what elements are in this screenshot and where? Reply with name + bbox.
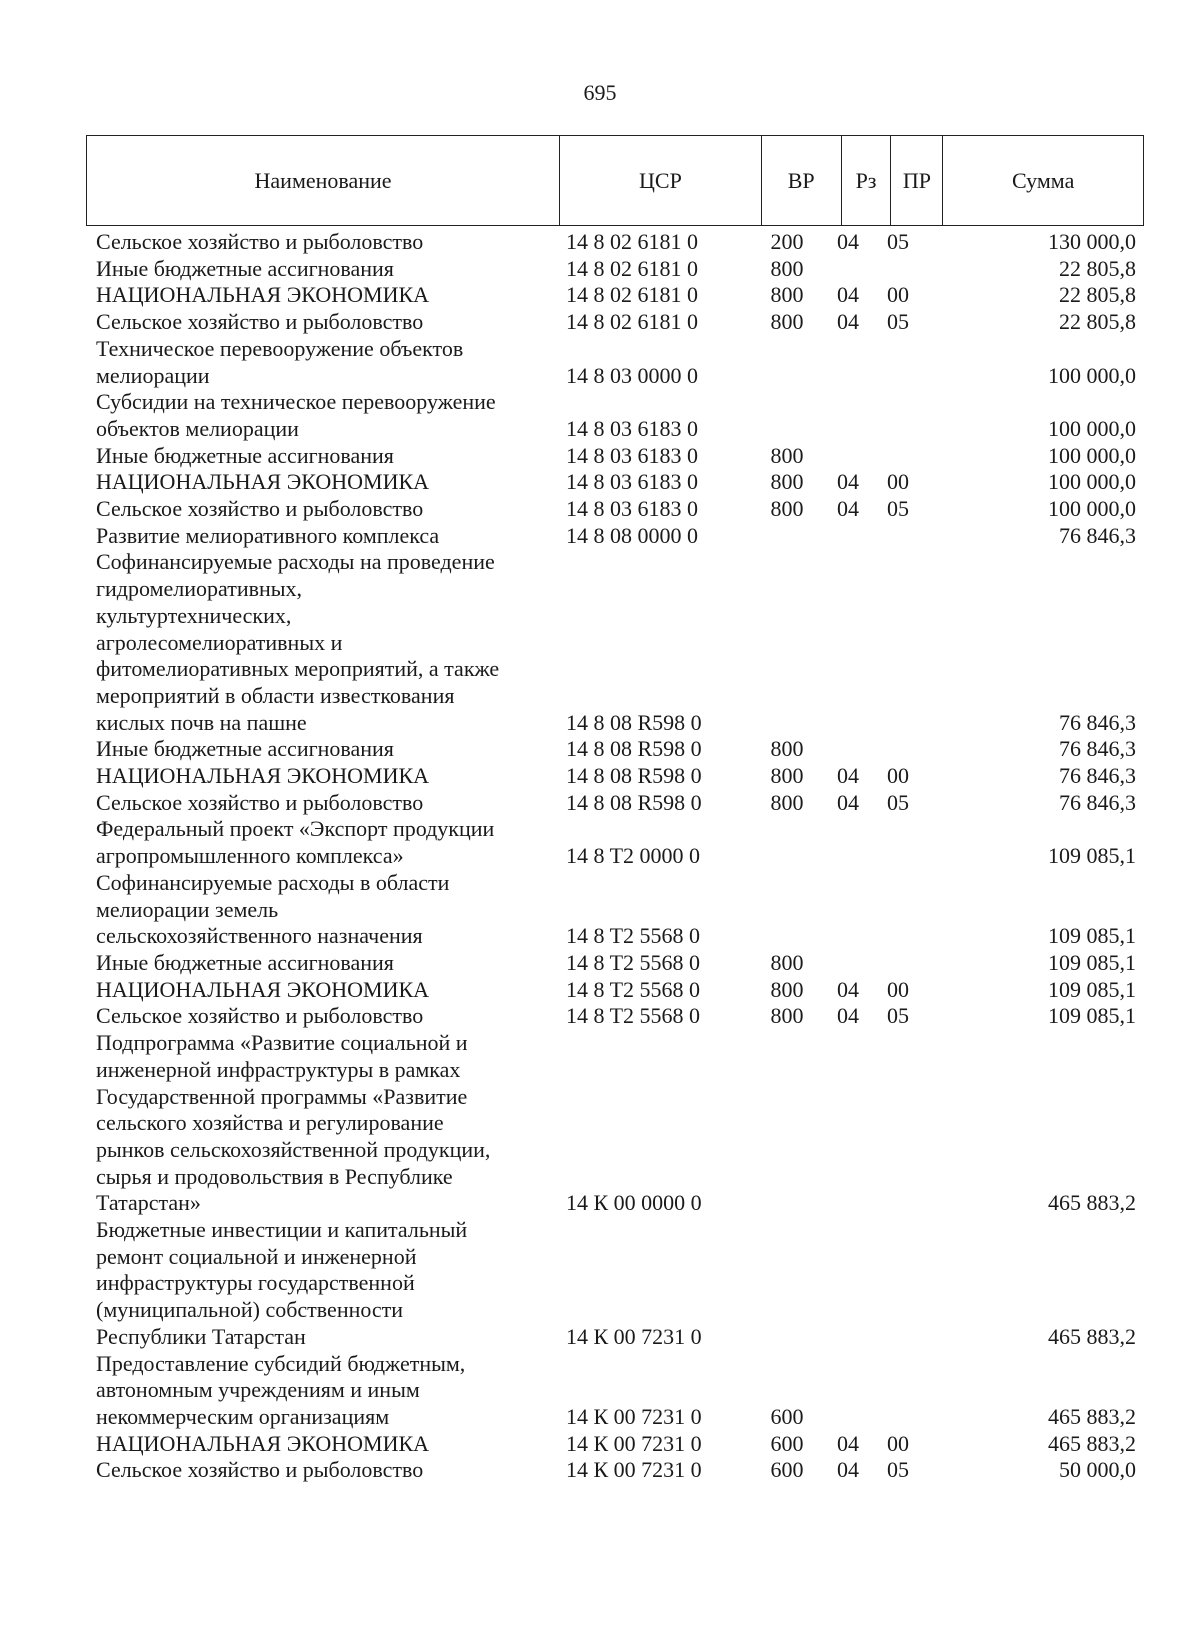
row-csr: 14 8 08 R598 0	[566, 763, 702, 789]
table-row	[96, 469, 1136, 496]
header-rz: Рз	[842, 136, 892, 225]
table-row	[96, 443, 1136, 470]
row-rz: 04	[837, 1003, 859, 1029]
header-vr: ВР	[762, 136, 842, 225]
row-csr: 14 К 00 7231 0	[566, 1323, 702, 1349]
table-row	[96, 256, 1136, 283]
table-row	[96, 389, 1136, 442]
row-name-line: Сельское хозяйство и рыболовство	[96, 1457, 424, 1483]
row-pr: 05	[887, 1003, 909, 1029]
row-csr: 14 8 03 6183 0	[566, 442, 698, 468]
row-name-line: Софинансируемые расходы на проведение	[96, 549, 495, 575]
row-name-line: Иные бюджетные ассигнования	[96, 255, 394, 281]
row-name	[96, 1030, 548, 1217]
row-sum: 109 085,1	[1048, 1003, 1136, 1029]
table-row	[96, 282, 1136, 309]
row-name-line: Софинансируемые расходы в области	[96, 869, 450, 895]
row-name-line: Иные бюджетные ассигнования	[96, 736, 394, 762]
row-pr: 05	[887, 1457, 909, 1483]
row-name-line: автономным учреждениям и иным	[96, 1377, 420, 1403]
row-name	[96, 1457, 548, 1484]
row-name-line: Федеральный проект «Экспорт продукции	[96, 816, 495, 842]
row-name-line: Сельское хозяйство и рыболовство	[96, 309, 424, 335]
row-name	[96, 1431, 548, 1458]
row-name-line: Сельское хозяйство и рыболовство	[96, 229, 424, 254]
header-csr: ЦСР	[560, 136, 762, 225]
row-sum: 100 000,0	[1048, 469, 1136, 495]
row-name-line: Субсидии на техническое перевооружение	[96, 389, 496, 415]
row-name-line: мероприятий в области известкования	[96, 682, 455, 708]
row-rz: 04	[837, 763, 859, 789]
header-sum: Сумма	[1012, 167, 1075, 193]
row-vr: 800	[770, 255, 804, 281]
row-name-line: некоммерческим организациям	[96, 1403, 390, 1429]
table-row	[96, 229, 1136, 256]
row-sum: 465 883,2	[1048, 1403, 1136, 1429]
row-sum: 100 000,0	[1048, 442, 1136, 468]
table-row	[96, 309, 1136, 336]
row-name	[96, 870, 548, 950]
row-name-line: Сельское хозяйство и рыболовство	[96, 789, 424, 815]
row-pr: 05	[887, 309, 909, 335]
row-vr: 800	[770, 469, 804, 495]
row-sum: 76 846,3	[1059, 709, 1136, 735]
row-rz: 04	[837, 1457, 859, 1483]
row-vr: 200	[770, 229, 804, 254]
row-sum: 22 805,8	[1059, 282, 1136, 308]
row-name	[96, 816, 548, 869]
row-pr: 05	[887, 789, 909, 815]
row-name-line: Сельское хозяйство и рыболовство	[96, 496, 424, 522]
row-csr: 14 8 T2 5568 0	[566, 923, 701, 949]
row-csr: 14 8 02 6181 0	[566, 309, 698, 335]
row-pr: 05	[887, 496, 909, 522]
row-name	[96, 229, 548, 256]
row-csr: 14 8 03 6183 0	[566, 496, 698, 522]
row-name	[96, 336, 548, 389]
row-name-line: Предоставление субсидий бюджетным,	[96, 1350, 466, 1376]
row-csr: 14 8 08 0000 0	[566, 522, 698, 548]
row-vr: 600	[770, 1430, 804, 1456]
row-name	[96, 1351, 548, 1431]
row-vr: 800	[770, 442, 804, 468]
row-rz: 04	[837, 282, 859, 308]
row-sum: 465 883,2	[1048, 1323, 1136, 1349]
row-name	[96, 790, 548, 817]
row-vr: 800	[770, 282, 804, 308]
row-sum: 22 805,8	[1059, 309, 1136, 335]
row-csr: 14 8 02 6181 0	[566, 229, 698, 254]
row-vr: 800	[770, 496, 804, 522]
row-sum: 109 085,1	[1048, 976, 1136, 1002]
table-row	[96, 1351, 1136, 1431]
row-sum: 76 846,3	[1059, 736, 1136, 762]
row-name	[96, 763, 548, 790]
row-csr: 14 8 02 6181 0	[566, 282, 698, 308]
page-number: 695	[583, 80, 617, 105]
row-sum: 100 000,0	[1048, 362, 1136, 388]
row-name	[96, 1217, 548, 1351]
row-sum: 109 085,1	[1048, 949, 1136, 975]
row-name	[96, 256, 548, 283]
row-vr: 800	[770, 763, 804, 789]
row-sum: 22 805,8	[1059, 255, 1136, 281]
row-sum: 465 883,2	[1048, 1430, 1136, 1456]
table-row	[96, 816, 1136, 869]
header-pr: ПР	[891, 136, 943, 225]
row-name-line: сырья и продовольствия в Республике	[96, 1163, 453, 1189]
row-sum: 100 000,0	[1048, 415, 1136, 441]
table-row	[96, 1217, 1136, 1351]
table-row	[96, 549, 1136, 736]
row-vr: 800	[770, 736, 804, 762]
row-name	[96, 736, 548, 763]
table-row	[96, 950, 1136, 977]
row-sum: 76 846,3	[1059, 789, 1136, 815]
row-sum: 465 883,2	[1048, 1190, 1136, 1216]
row-pr: 00	[887, 1430, 909, 1456]
row-name-line: Подпрограмма «Развитие социальной и	[96, 1030, 468, 1056]
row-csr: 14 8 T2 5568 0	[566, 1003, 701, 1029]
row-name-line: Развитие мелиоративного комплекса	[96, 522, 440, 548]
row-name-line: кислых почв на пашне	[96, 709, 307, 735]
row-rz: 04	[837, 496, 859, 522]
row-csr: 14 К 00 7231 0	[566, 1430, 702, 1456]
row-vr: 800	[770, 1003, 804, 1029]
row-pr: 00	[887, 976, 909, 1002]
row-vr: 800	[770, 789, 804, 815]
row-name	[96, 309, 548, 336]
row-name	[96, 1003, 548, 1030]
row-csr: 14 8 08 R598 0	[566, 736, 702, 762]
row-name-line: мелиорации земель	[96, 896, 279, 922]
row-name-line: агропромышленного комплекса»	[96, 843, 404, 869]
row-csr: 14 8 T2 5568 0	[566, 949, 701, 975]
row-pr: 00	[887, 469, 909, 495]
row-sum: 76 846,3	[1059, 522, 1136, 548]
table-row	[96, 1003, 1136, 1030]
table-body	[96, 229, 1136, 1484]
row-rz: 04	[837, 1430, 859, 1456]
row-name-line: Республики Татарстан	[96, 1323, 306, 1349]
table-row	[96, 736, 1136, 763]
row-csr: 14 8 03 0000 0	[566, 362, 698, 388]
row-csr: 14 8 03 6183 0	[566, 469, 698, 495]
row-name	[96, 282, 548, 309]
row-name	[96, 549, 548, 736]
row-pr: 00	[887, 763, 909, 789]
row-name	[96, 443, 548, 470]
table-row	[96, 1030, 1136, 1217]
row-rz: 04	[837, 789, 859, 815]
row-name-line: (муниципальной) собственности	[96, 1297, 404, 1323]
row-name	[96, 950, 548, 977]
table-row	[96, 790, 1136, 817]
row-sum: 50 000,0	[1059, 1457, 1136, 1483]
row-name-line: мелиорации	[96, 362, 210, 388]
row-vr: 600	[770, 1403, 804, 1429]
row-name	[96, 469, 548, 496]
table-row	[96, 763, 1136, 790]
row-name-line: фитомелиоративных мероприятий, а также	[96, 656, 500, 682]
row-name	[96, 496, 548, 523]
row-rz: 04	[837, 229, 859, 254]
row-name-line: НАЦИОНАЛЬНАЯ ЭКОНОМИКА	[96, 282, 430, 308]
row-name-line: Иные бюджетные ассигнования	[96, 949, 394, 975]
row-name-line: Сельское хозяйство и рыболовство	[96, 1003, 424, 1029]
row-name-line: Татарстан»	[96, 1190, 201, 1216]
table-row	[96, 1457, 1136, 1484]
row-rz: 04	[837, 309, 859, 335]
row-vr: 600	[770, 1457, 804, 1483]
table-row	[96, 870, 1136, 950]
row-rz: 04	[837, 469, 859, 495]
table-row	[96, 977, 1136, 1004]
row-csr: 14 К 00 7231 0	[566, 1403, 702, 1429]
row-name-line: Иные бюджетные ассигнования	[96, 442, 394, 468]
table-header	[86, 135, 1144, 226]
row-pr: 05	[887, 229, 909, 254]
row-name-line: НАЦИОНАЛЬНАЯ ЭКОНОМИКА	[96, 469, 430, 495]
row-name-line: Бюджетные инвестиции и капитальный	[96, 1217, 468, 1243]
row-name-line: НАЦИОНАЛЬНАЯ ЭКОНОМИКА	[96, 1430, 430, 1456]
row-name-line: агролесомелиоративных и	[96, 629, 343, 655]
row-csr: 14 К 00 7231 0	[566, 1457, 702, 1483]
row-name-line: объектов мелиорации	[96, 415, 299, 441]
row-csr: 14 8 08 R598 0	[566, 709, 702, 735]
row-name	[96, 389, 548, 442]
row-sum: 76 846,3	[1059, 763, 1136, 789]
row-csr: 14 8 08 R598 0	[566, 789, 702, 815]
row-sum: 109 085,1	[1048, 843, 1136, 869]
row-csr: 14 8 T2 5568 0	[566, 976, 701, 1002]
row-sum: 100 000,0	[1048, 496, 1136, 522]
row-name-line: гидромелиоративных,	[96, 576, 303, 602]
row-name-line: культуртехнических,	[96, 602, 292, 628]
row-name	[96, 977, 548, 1004]
row-vr: 800	[770, 949, 804, 975]
row-name-line: ремонт социальной и инженерной	[96, 1243, 417, 1269]
row-csr: 14 8 02 6181 0	[566, 255, 698, 281]
row-name-line: инфраструктуры государственной	[96, 1270, 415, 1296]
row-name-line: сельского хозяйства и регулирование	[96, 1110, 444, 1136]
row-csr: 14 8 T2 0000 0	[566, 843, 701, 869]
row-name-line: Государственной программы «Развитие	[96, 1083, 468, 1109]
table-row	[96, 1431, 1136, 1458]
row-vr: 800	[770, 976, 804, 1002]
row-vr: 800	[770, 309, 804, 335]
row-name-line: инженерной инфраструктуры в рамках	[96, 1056, 461, 1082]
row-name-line: НАЦИОНАЛЬНАЯ ЭКОНОМИКА	[96, 763, 430, 789]
row-name-line: НАЦИОНАЛЬНАЯ ЭКОНОМИКА	[96, 976, 430, 1002]
row-rz: 04	[837, 976, 859, 1002]
header-name: Наименование	[87, 136, 560, 225]
row-sum: 109 085,1	[1048, 923, 1136, 949]
row-csr: 14 К 00 0000 0	[566, 1190, 702, 1216]
row-sum: 130 000,0	[1048, 229, 1136, 254]
table-row	[96, 336, 1136, 389]
row-name-line: сельскохозяйственного назначения	[96, 923, 423, 949]
table-row	[96, 523, 1136, 550]
row-name-line: Техническое перевооружение объектов	[96, 335, 464, 361]
table-row	[96, 496, 1136, 523]
row-csr: 14 8 03 6183 0	[566, 415, 698, 441]
row-name	[96, 523, 548, 550]
row-pr: 00	[887, 282, 909, 308]
row-name-line: рынков сельскохозяйственной продукции,	[96, 1136, 491, 1162]
